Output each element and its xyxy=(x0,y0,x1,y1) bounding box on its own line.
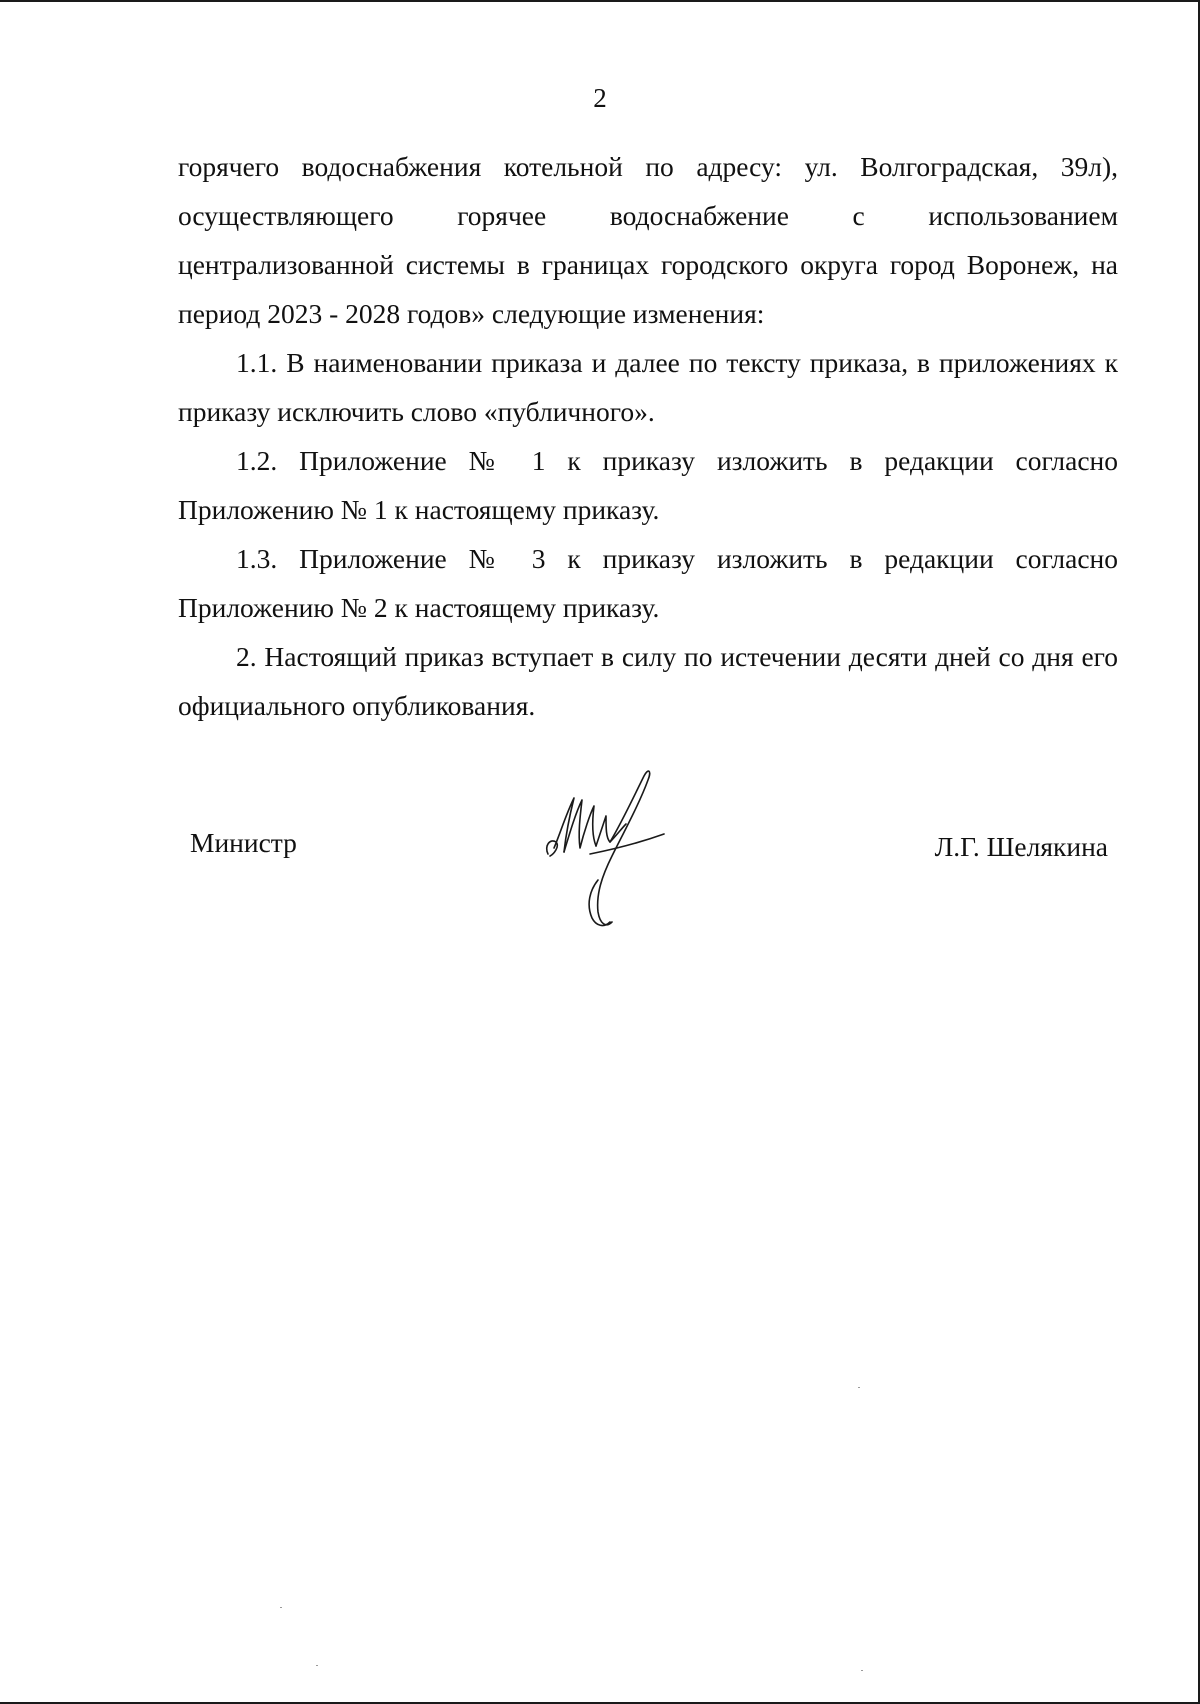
handwritten-signature xyxy=(540,762,680,932)
paragraph-1-2: 1.2. Приложение № 1 к приказу изложить в редакции согласно Приложению № 1 к настоящему приказу. xyxy=(178,445,1118,525)
signatory-title: Министр xyxy=(190,827,297,858)
document-body xyxy=(178,142,1118,730)
paragraph-2: 2. Настоящий приказ вступает в силу по истечении десяти дней со дня его официального опубликования. xyxy=(178,641,1118,721)
scan-speck xyxy=(280,1607,282,1608)
paragraph-continuation-line-3: централизованной системы в границах городского округа город Воронеж, на xyxy=(178,249,1118,280)
paragraph-continuation-line-2: осуществляющего горячее водоснабжение с использованием xyxy=(178,200,1118,231)
scan-speck xyxy=(858,1387,860,1388)
signature-block xyxy=(0,762,1200,942)
signatory-name: Л.Г. Шелякина xyxy=(934,831,1108,862)
paragraph-continuation-line-4: период 2023 - 2028 годов» следующие изменения: xyxy=(178,298,765,329)
page-number: 2 xyxy=(593,83,607,113)
paragraph-1-3: 1.3. Приложение № 3 к приказу изложить в редакции согласно Приложению № 2 к настоящему приказу. xyxy=(178,543,1118,623)
scan-speck xyxy=(861,1670,863,1671)
scan-speck xyxy=(316,1665,318,1666)
paragraph-continuation-line-1: горячего водоснабжения котельной по адресу: ул. Волгоградская, 39л), xyxy=(178,151,1118,182)
paragraph-1-1: 1.1. В наименовании приказа и далее по тексту приказа, в приложениях к приказу исключить слово «публичного». xyxy=(178,347,1118,427)
